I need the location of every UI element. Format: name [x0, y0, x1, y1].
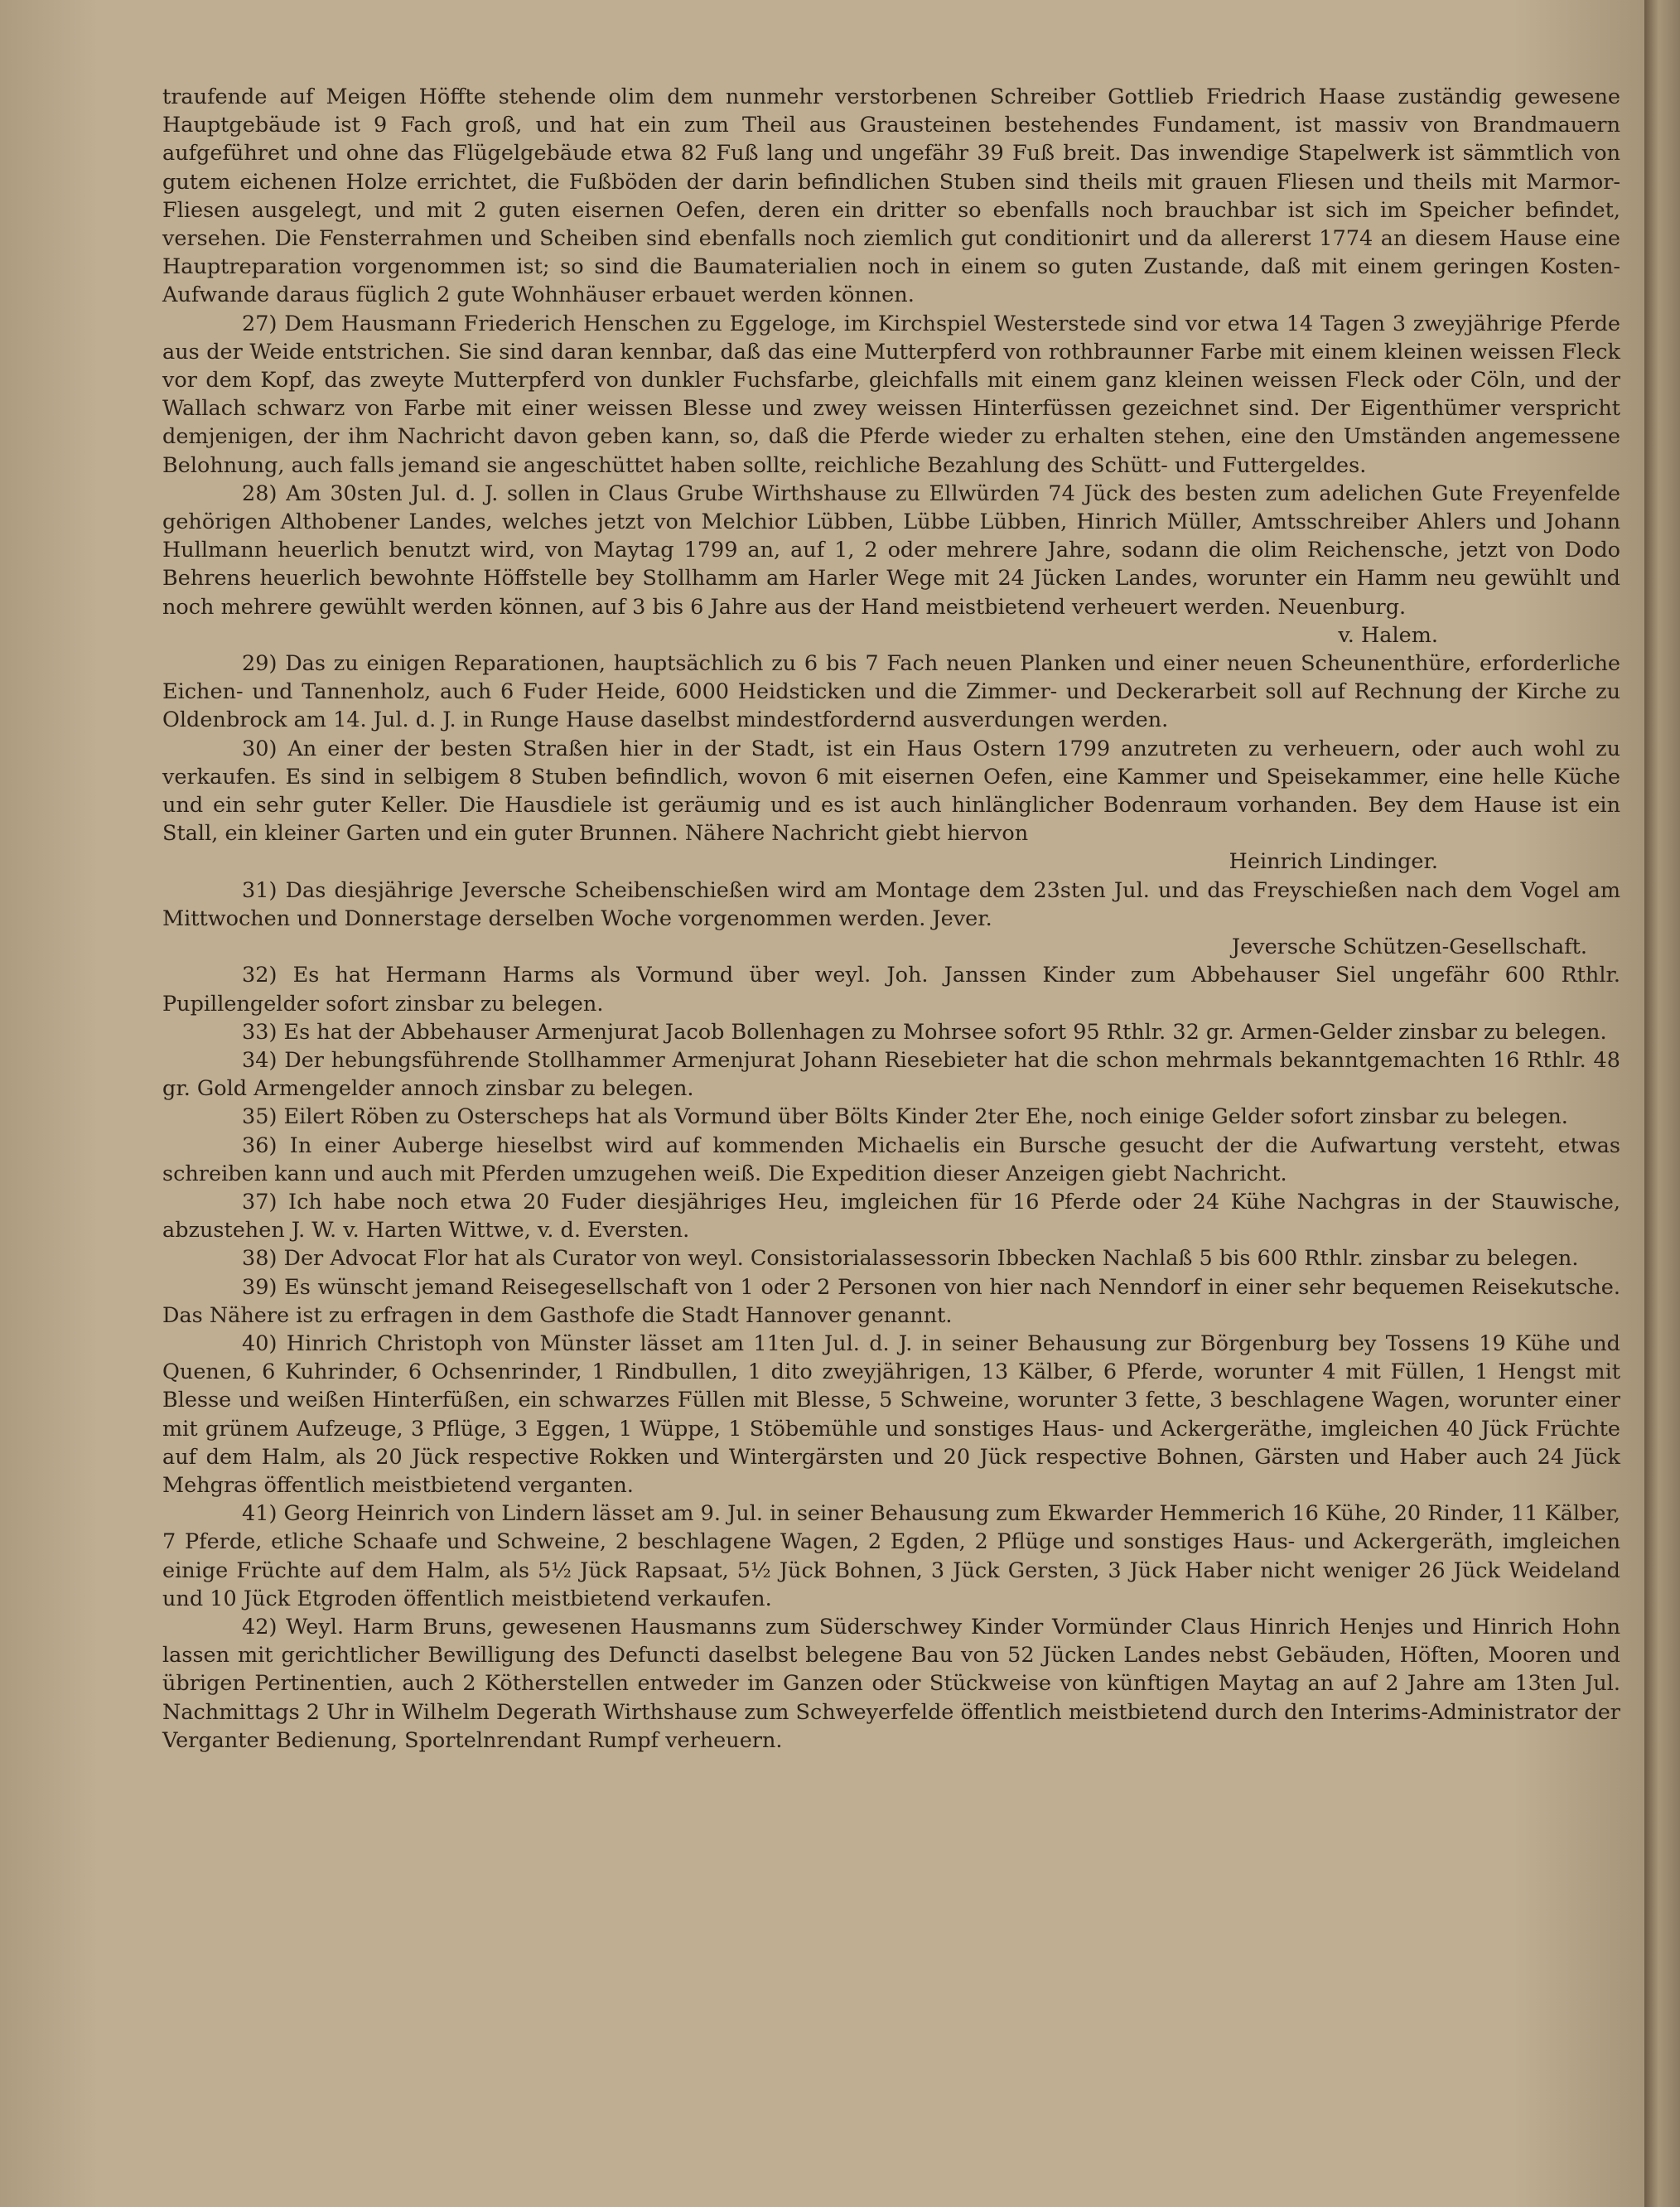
- paragraph-continuation: traufende auf Meigen Höffte stehende olim dem nunmehr verstorbenen Schreiber Gottlieb Friedrich Haase zuständig gewesene Hauptgebäude ist 9 Fach groß, und hat ein zum Theil aus Grausteinen bestehendes Fundament, ist massiv von Brandmauern aufgeführet und ohne das Flügelgebäude etwa 82 Fuß lang und ungefähr 39 Fuß breit. Das inwendige Stapelwerk ist sämmtlich von gutem eichenen Holze errichtet, die Fußböden der darin befindlichen Stuben sind theils mit grauen Fliesen und theils mit Marmor-Fliesen ausgelegt, und mit 2 guten eisernen Oefen, deren ein dritter so ebenfalls noch brauchbar ist sich im Speicher befindet, versehen. Die Fensterrahmen und Scheiben sind ebenfalls noch ziemlich gut conditionirt und da allererst 1774 an diesem Hause eine Hauptreparation vorgenommen ist; so sind die Baumaterialien noch in einem so guten Zustande, daß mit einem geringen Kosten-Aufwande daraus füglich 2 gute Wohnhäuser erbauet werden können.: [162, 85, 1620, 308]
- notice-30: 30) An einer der besten Straßen hier in der Stadt, ist ein Haus Ostern 1799 anzutreten zu verheuern, oder auch wohl zu verkaufen. Es sind in selbigem 8 Stuben befindlich, wovon 6 mit eisernen Oefen, eine Kammer und Speisekammer, eine helle Küche und ein sehr guter Keller. Die Hausdiele ist geräumig und es ist auch hinlänglicher Bodenraum vorhanden. Bey dem Hause ist ein Stall, ein kleiner Garten und ein guter Brunnen. Nähere Nachricht giebt hiervon: [162, 736, 1620, 847]
- page-text-body: [162, 83, 1620, 1755]
- notice-35: 35) Eilert Röben zu Osterscheps hat als Vormund über Bölts Kinder 2ter Ehe, noch einige Gelder sofort zinsbar zu belegen.: [242, 1104, 1568, 1130]
- signature-v-halem: v. Halem.: [1338, 622, 1438, 648]
- notice-29: 29) Das zu einigen Reparationen, hauptsächlich zu 6 bis 7 Fach neuen Planken und einer neuen Scheunenthüre, erforderliche Eichen- und Tannenholz, auch 6 Fuder Heide, 6000 Heidsticken und die Zimmer- und Deckerarbeit soll auf Rechnung der Kirche zu Oldenbrock am 14. Jul. d. J. in Runge Hause daselbst mindestfordernd ausverdungen werden.: [162, 651, 1620, 733]
- notice-38: 38) Der Advocat Flor hat als Curator von weyl. Consistorialassessorin Ibbecken Nachlaß 5 bis 600 Rthlr. zinsbar zu belegen.: [242, 1246, 1579, 1272]
- notice-27: 27) Dem Hausmann Friederich Henschen zu Eggeloge, im Kirchspiel Westerstede sind vor etwa 14 Tagen 3 zweyjährige Pferde aus der Weide entstrichen. Sie sind daran kennbar, daß das eine Mutterpferd von rothbraunner Farbe mit einem kleinen weissen Fleck vor dem Kopf, das zweyte Mutterpferd von dunkler Fuchsfarbe, gleichfalls mit einem ganz kleinen weissen Fleck oder Cöln, und der Wallach schwarz von Farbe mit einer weissen Blesse und zwey weissen Hinterfüssen gezeichnet sind. Der Eigenthümer verspricht demjenigen, der ihm Nachricht davon geben kann, so, daß die Pferde wieder zu erhalten stehen, eine den Umständen angemessene Belohnung, auch falls jemand sie angeschüttet haben sollte, reichliche Bezahlung des Schütt- und Futtergeldes.: [162, 311, 1620, 478]
- notice-32: 32) Es hat Hermann Harms als Vormund über weyl. Joh. Janssen Kinder zum Abbehauser Siel ungefähr 600 Rthlr. Pupillengelder sofort zinsbar zu belegen.: [162, 963, 1620, 1017]
- notice-36: 36) In einer Auberge hieselbst wird auf kommenden Michaelis ein Bursche gesucht der die Aufwartung versteht, etwas schreiben kann und auch mit Pferden umzugehen weiß. Die Expedition dieser Anzeigen giebt Nachricht.: [162, 1132, 1620, 1186]
- notice-39: 39) Es wünscht jemand Reisegesellschaft von 1 oder 2 Personen von hier nach Nenndorf in einer sehr bequemen Reisekutsche. Das Nähere ist zu erfragen in dem Gasthofe die Stadt Hannover genannt.: [162, 1274, 1620, 1328]
- notice-40: 40) Hinrich Christoph von Münster lässet am 11ten Jul. d. J. in seiner Behausung zur Börgenburg bey Tossens 19 Kühe und Quenen, 6 Kuhrinder, 6 Ochsenrinder, 1 Rindbullen, 1 dito zweyjährigen, 13 Kälber, 6 Pferde, worunter 4 mit Füllen, 1 Hengst mit Blesse und weißen Hinterfüßen, ein schwarzes Füllen mit Blesse, 5 Schweine, worunter 3 fette, 3 beschlagene Wagen, worunter einer mit grünem Aufzeuge, 3 Pflüge, 3 Eggen, 1 Wüppe, 1 Stöbemühle und sonstiges Haus- und Ackergeräthe, imgleichen 40 Jück Früchte auf dem Halm, als 20 Jück respective Rokken und Wintergärsten und 20 Jück respective Bohnen, Gärsten und Haber auch 24 Jück Mehgras öffentlich meistbietend verganten.: [162, 1330, 1620, 1498]
- notice-31: 31) Das diesjährige Jeversche Scheibenschießen wird am Montage dem 23sten Jul. und das Freyschießen nach dem Vogel am Mittwochen und Donnerstage derselben Woche vorgenommen werden. Jever.: [162, 877, 1620, 931]
- page-edge: [1644, 0, 1680, 2207]
- notice-28: 28) Am 30sten Jul. d. J. sollen in Claus Grube Wirthshause zu Ellwürden 74 Jück des besten zum adelichen Gute Freyenfelde gehörigen Althobener Landes, welches jetzt von Melchior Lübben, Lübbe Lübben, Hinrich Müller, Amtsschreiber Ahlers und Johann Hullmann heuerlich benutzt wird, von Maytag 1799 an, auf 1, 2 oder mehrere Jahre, sodann die olim Reichensche, jetzt von Dodo Behrens heuerlich bewohnte Höffstelle bey Stollhamm am Harler Wege mit 24 Jücken Landes, worunter ein Hamm neu gewühlt und noch mehrere gewühlt werden können, auf 3 bis 6 Jahre aus der Hand meistbietend verheuert werden. Neuenburg.: [162, 481, 1620, 620]
- signature-schuetzen: Jeversche Schützen-Gesellschaft.: [1231, 934, 1587, 960]
- signature-lindinger: Heinrich Lindinger.: [1229, 849, 1438, 875]
- notice-34: 34) Der hebungsführende Stollhammer Armenjurat Johann Riesebieter hat die schon mehrmals bekanntgemachten 16 Rthlr. 48 gr. Gold Armengelder annoch zinsbar zu belegen.: [162, 1047, 1620, 1102]
- notice-42: 42) Weyl. Harm Bruns, gewesenen Hausmanns zum Süderschwey Kinder Vormünder Claus Hinrich Henjes und Hinrich Hohn lassen mit gerichtlicher Bewilligung des Defuncti daselbst belegene Bau von 52 Jücken Landes nebst Gebäuden, Höften, Mooren und übrigen Pertinentien, auch 2 Kötherstellen entweder im Ganzen oder Stückweise von künftigen Maytag an auf 2 Jahre am 13ten Jul. Nachmittags 2 Uhr in Wilhelm Degerath Wirthshause zum Schweyerfelde öffentlich meistbietend durch den Interims-Administrator der Verganter Bedienung, Sportelnrendant Rumpf verheuern.: [162, 1614, 1620, 1753]
- notice-37: 37) Ich habe noch etwa 20 Fuder diesjähriges Heu, imgleichen für 16 Pferde oder 24 Kühe Nachgras in der Stauwische, abzustehen J. W. v. Harten Wittwe, v. d. Eversten.: [162, 1189, 1620, 1244]
- notice-41: 41) Georg Heinrich von Lindern lässet am 9. Jul. in seiner Behausung zum Ekwarder Hemmerich 16 Kühe, 20 Rinder, 11 Kälber, 7 Pferde, etliche Schaafe und Schweine, 2 beschlagene Wagen, 2 Egden, 2 Pflüge und sonstiges Haus- und Ackergeräth, imgleichen einige Früchte auf dem Halm, als 5½ Jück Rapsaat, 5½ Jück Bohnen, 3 Jück Gersten, 3 Jück Haber nicht weniger 26 Jück Weideland und 10 Jück Etgroden öffentlich meistbietend verkaufen.: [162, 1501, 1620, 1611]
- notice-33: 33) Es hat der Abbehauser Armenjurat Jacob Bollenhagen zu Mohrsee sofort 95 Rthlr. 32 gr. Armen-Gelder zinsbar zu belegen.: [242, 1019, 1607, 1045]
